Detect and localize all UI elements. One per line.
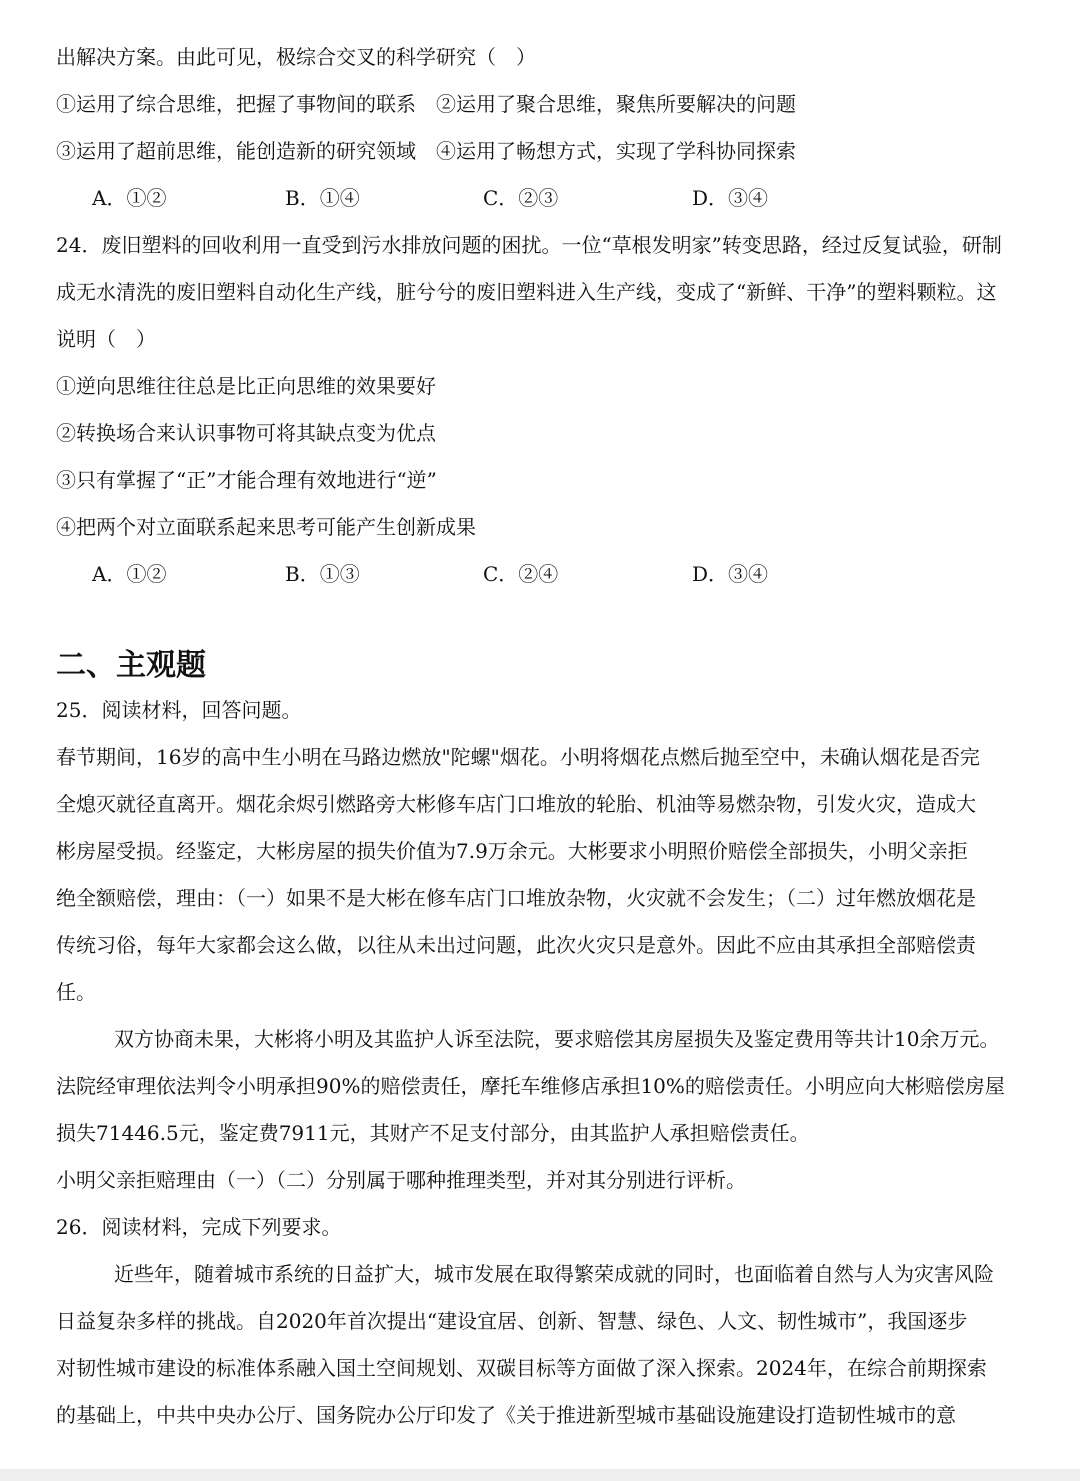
q26-para1-line-3: 对韧性城市建设的标准体系融入国土空间规划、双碳目标等方面做了深入探索。2024年，在综合前期探索 (56, 1356, 987, 1380)
q25-para1-line-3: 彬房屋受损。经鉴定，大彬房屋的损失价值为7.9万余元。大彬要求小明照价赔偿全部损失，小明父亲拒 (56, 839, 968, 863)
q24-option-a: A．①② (92, 562, 167, 586)
q23-stem-end: 出解决方案。由此可见，极综合交叉的科学研究（ ） (56, 45, 536, 69)
question-25 (56, 687, 1028, 1204)
q23-option-a: A．①② (92, 186, 167, 210)
q25-para1-line-2: 全熄灭就径直离开。烟花余烬引燃路旁大彬修车店门口堆放的轮胎、机油等易燃杂物，引发火灾，造成大 (56, 792, 976, 816)
q24-stem-line-3: 说明（ ） (56, 327, 156, 351)
question-24 (56, 222, 1028, 598)
q23-option-d: D．③④ (692, 186, 769, 210)
q24-options (56, 551, 1028, 598)
q25-para2-line-1: 双方协商未果，大彬将小明及其监护人诉至法院，要求赔偿其房屋损失及鉴定费用等共计10余万元。 (114, 1027, 1000, 1051)
question-26 (56, 1204, 1028, 1439)
q24-option-b: B．①③ (285, 562, 360, 586)
section-title: 二、主观题 (56, 648, 206, 683)
q23-option-c: C．②③ (483, 186, 559, 210)
q25-para1-line-4: 绝全额赔偿，理由：（一）如果不是大彬在修车店门口堆放杂物，火灾就不会发生；（二）过年燃放烟花是 (56, 886, 976, 910)
section-gap (56, 598, 1028, 644)
q23-item-row-1: ①运用了综合思维，把握了事物间的联系 ②运用了聚合思维，聚焦所要解决的问题 (56, 92, 796, 116)
q26-para1-line-1: 近些年，随着城市系统的日益扩大，城市发展在取得繁荣成就的同时，也面临着自然与人为灾害风险 (114, 1262, 994, 1286)
q25-para2-line-2: 法院经审理依法判令小明承担90%的赔偿责任，摩托车维修店承担10%的赔偿责任。小明应向大彬赔偿房屋 (56, 1074, 1005, 1098)
q25-para2-line-3: 损失71446.5元，鉴定费7911元，其财产不足支付部分，由其监护人承担赔偿责任。 (56, 1121, 810, 1145)
q26-para1-line-2: 日益复杂多样的挑战。自2020年首次提出“建设宜居、创新、智慧、绿色、人文、韧性城市”，我国逐步 (56, 1309, 968, 1333)
q23-option-b: B．①④ (285, 186, 360, 210)
q24-item-4: ④把两个对立面联系起来思考可能产生创新成果 (56, 515, 476, 539)
q24-item-1: ①逆向思维往往总是比正向思维的效果要好 (56, 374, 436, 398)
q25-intro: 25．阅读材料，回答问题。 (56, 698, 302, 722)
question-23 (56, 34, 1028, 222)
q25-question: 小明父亲拒赔理由（一）（二）分别属于哪种推理类型，并对其分别进行评析。 (56, 1168, 746, 1192)
q24-option-d: D．③④ (692, 562, 769, 586)
q23-item-row-2: ③运用了超前思维，能创造新的研究领域 ④运用了畅想方式，实现了学科协同探索 (56, 139, 796, 163)
q24-item-3: ③只有掌握了“正”才能合理有效地进行“逆” (56, 468, 437, 492)
q24-option-c: C．②④ (483, 562, 559, 586)
q24-stem-line-1: 24．废旧塑料的回收利用一直受到污水排放问题的困扰。一位“草根发明家”转变思路，经过反复试验，研制 (56, 233, 1002, 257)
q26-para1-line-4: 的基础上，中共中央办公厅、国务院办公厅印发了《关于推进新型城市基础设施建设打造韧性城市的意 (56, 1403, 956, 1427)
q25-para1-line-6: 任。 (56, 980, 96, 1004)
page-bottom-edge (0, 1469, 1080, 1481)
q25-para1-line-5: 传统习俗，每年大家都会这么做，以往从未出过问题，此次火灾只是意外。因此不应由其承担全部赔偿责 (56, 933, 976, 957)
q25-para1-line-1: 春节期间，16岁的高中生小明在马路边燃放"陀螺"烟花。小明将烟花点燃后抛至空中，未确认烟花是否完 (56, 745, 980, 769)
q23-options (56, 175, 1028, 222)
q24-item-2: ②转换场合来认识事物可将其缺点变为优点 (56, 421, 436, 445)
q26-intro: 26．阅读材料，完成下列要求。 (56, 1215, 342, 1239)
q24-stem-line-2: 成无水清洗的废旧塑料自动化生产线，脏兮兮的废旧塑料进入生产线，变成了“新鲜、干净”的塑料颗粒。这 (56, 280, 997, 304)
